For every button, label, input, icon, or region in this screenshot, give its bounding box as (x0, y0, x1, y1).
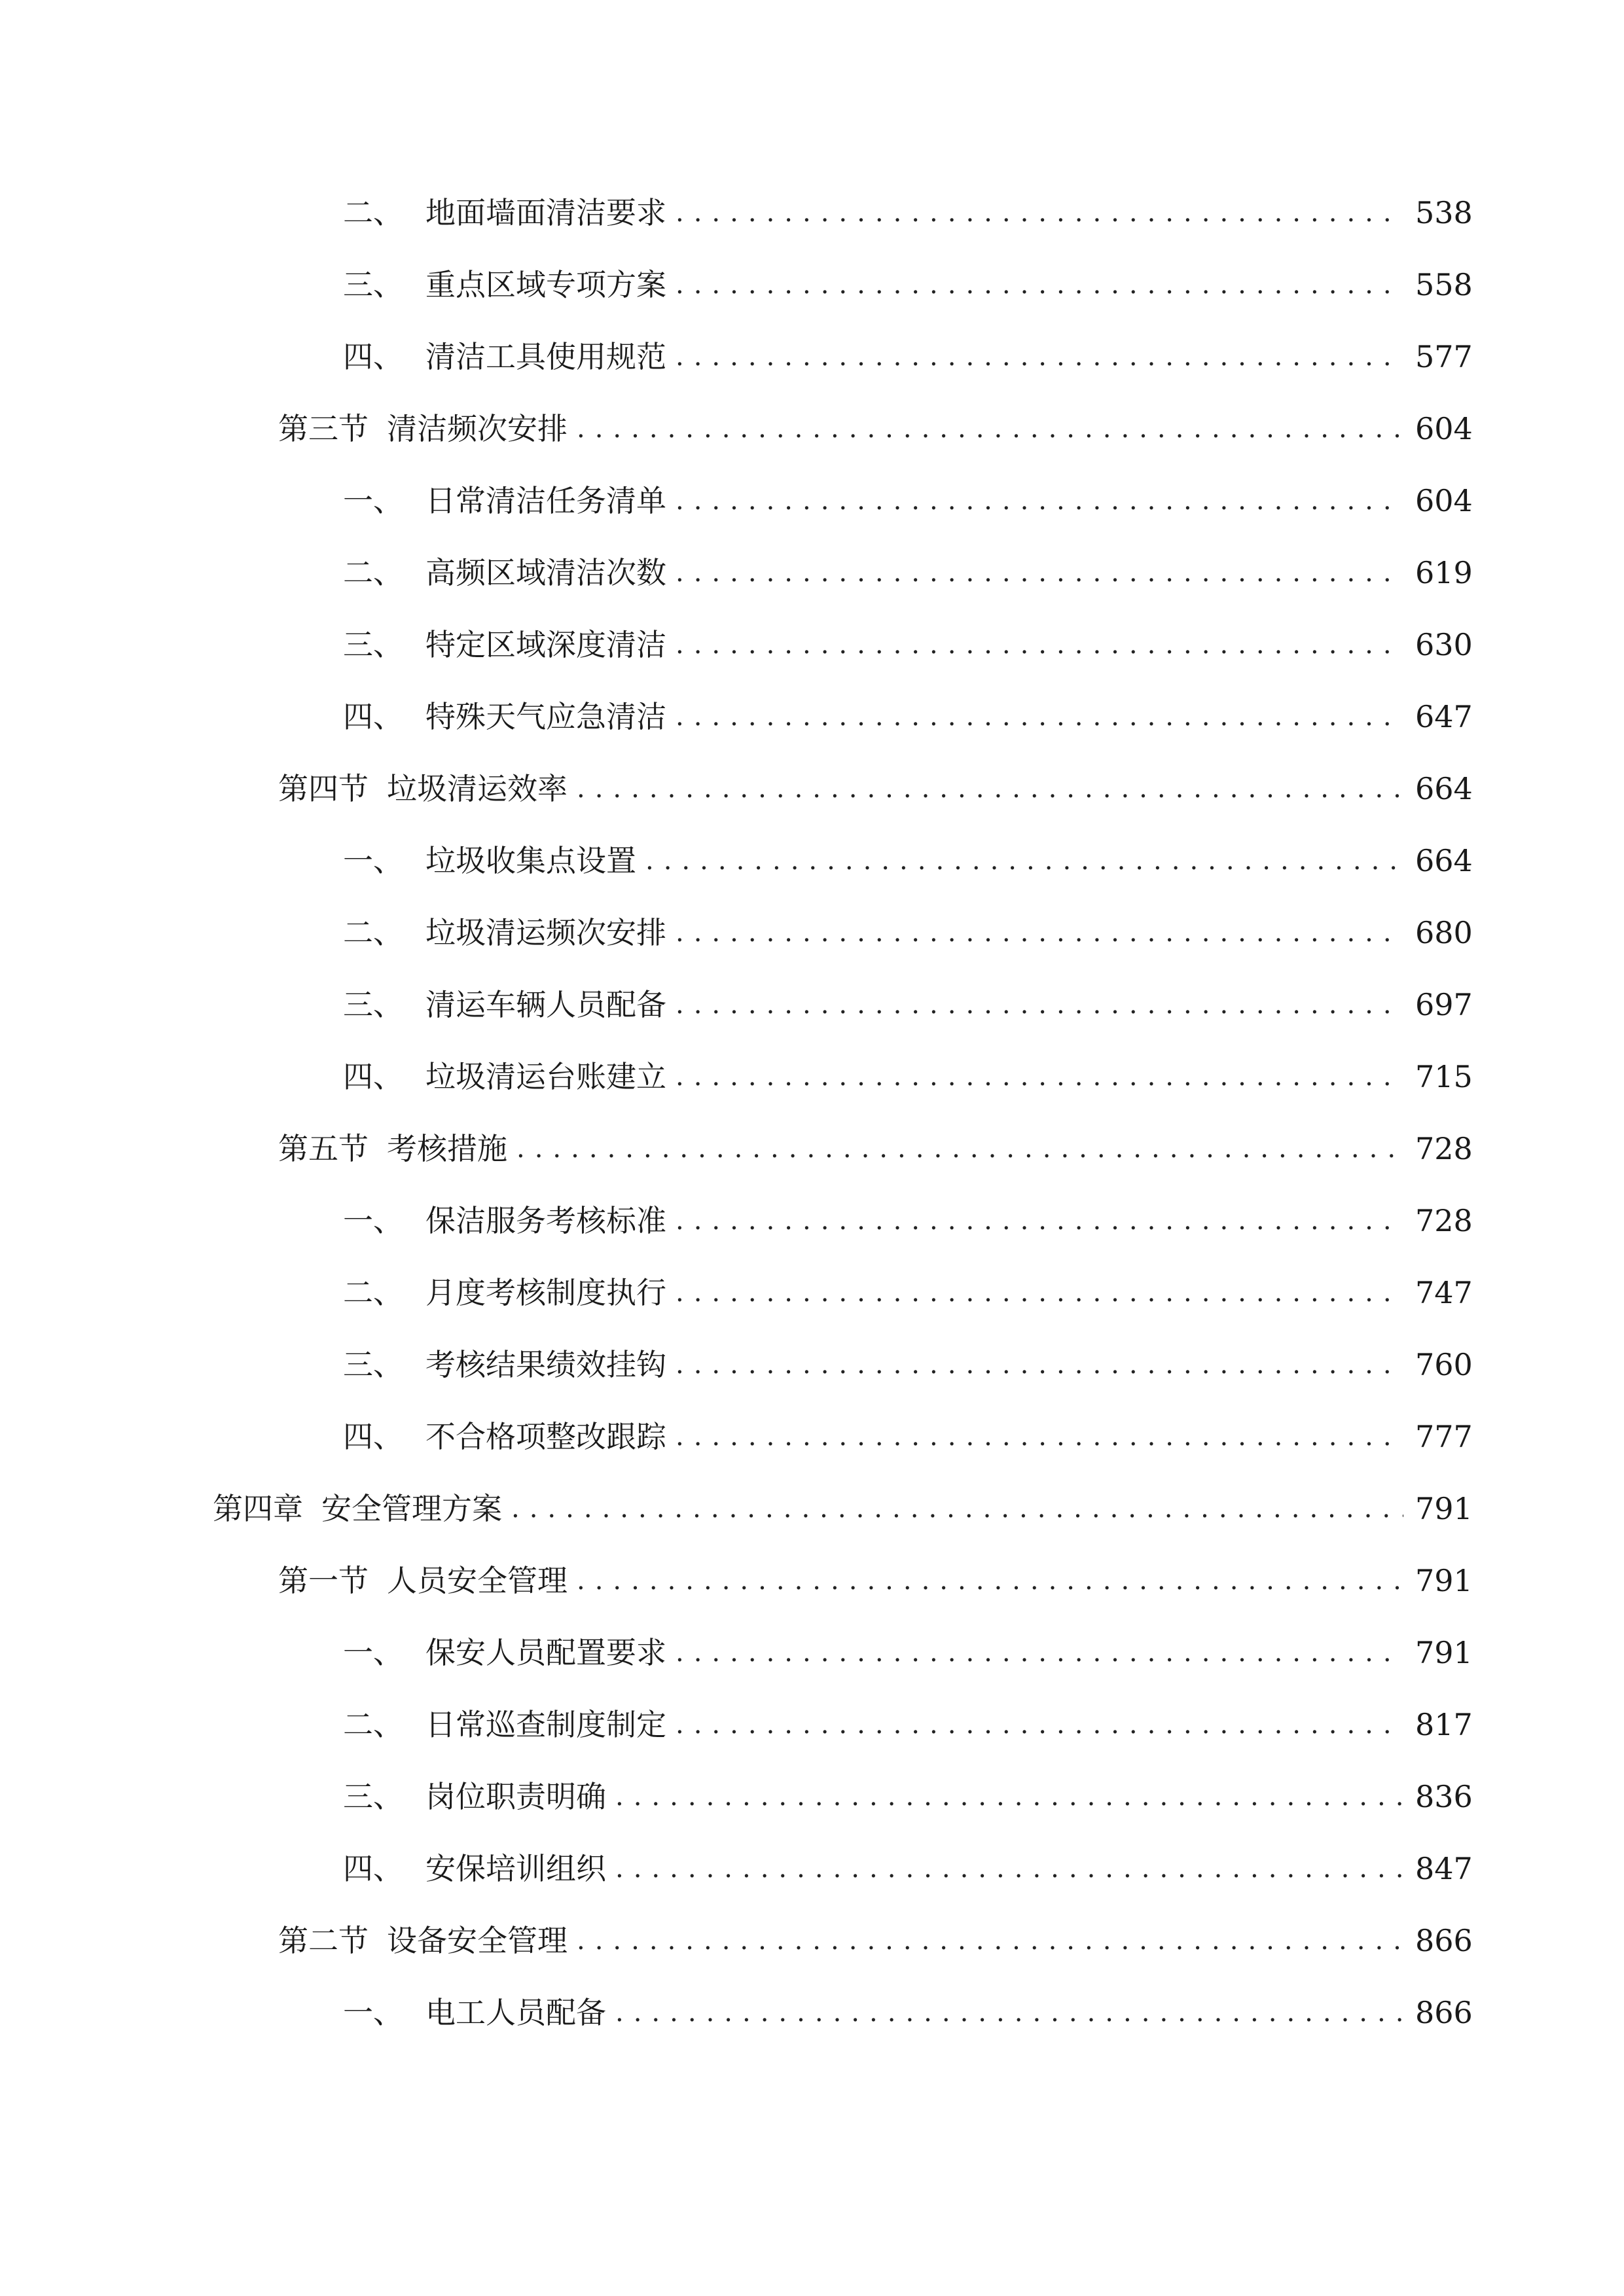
toc-entry-title: 清洁频次安排 (387, 411, 568, 446)
toc-entry-title: 日常清洁任务清单 (425, 483, 666, 518)
table-of-contents (0, 177, 1624, 2049)
toc-entry-number: 四、 (343, 699, 403, 734)
toc-dot-leader (676, 249, 1403, 321)
toc-entry[interactable] (0, 321, 1624, 393)
toc-entry-number: 第一节 (278, 1563, 369, 1598)
toc-dot-leader (676, 1329, 1403, 1401)
toc-entry-title: 重点区域专项方案 (425, 267, 666, 302)
toc-page-number: 836 (1415, 1779, 1473, 1814)
toc-dot-leader (577, 753, 1403, 825)
toc-entry-title: 高频区域清洁次数 (425, 555, 666, 590)
toc-entry-title: 设备安全管理 (387, 1923, 568, 1958)
toc-entry-title: 特定区域深度清洁 (425, 627, 666, 662)
toc-page-number: 791 (1415, 1491, 1473, 1526)
toc-dot-leader (676, 1257, 1403, 1329)
toc-entry[interactable] (0, 1257, 1624, 1329)
toc-entry[interactable] (0, 1617, 1624, 1689)
toc-page-number: 728 (1415, 1131, 1473, 1166)
toc-entry[interactable] (0, 1761, 1624, 1833)
toc-entry-number: 第五节 (278, 1131, 369, 1166)
toc-dot-leader (676, 897, 1403, 969)
toc-page-number: 604 (1415, 483, 1473, 518)
toc-page-number: 680 (1415, 915, 1473, 950)
toc-entry[interactable] (0, 1833, 1624, 1905)
toc-page-number: 728 (1415, 1203, 1473, 1238)
toc-entry-number: 四、 (343, 1851, 403, 1886)
toc-entry-number: 第四章 (213, 1491, 303, 1526)
toc-page-number: 791 (1415, 1635, 1473, 1670)
toc-entry[interactable] (0, 537, 1624, 609)
toc-entry-title: 保洁服务考核标准 (425, 1203, 666, 1238)
toc-page-number: 630 (1415, 627, 1473, 662)
toc-page-number: 664 (1415, 843, 1473, 878)
toc-entry[interactable] (0, 1401, 1624, 1473)
toc-entry[interactable] (0, 681, 1624, 753)
toc-entry[interactable] (0, 1041, 1624, 1113)
toc-entry[interactable] (0, 753, 1624, 825)
toc-dot-leader (676, 969, 1403, 1041)
toc-entry-title: 不合格项整改跟踪 (425, 1419, 666, 1454)
toc-entry[interactable] (0, 825, 1624, 897)
toc-entry-title: 特殊天气应急清洁 (425, 699, 666, 734)
toc-entry-number: 二、 (343, 1275, 403, 1310)
toc-entry-number: 二、 (343, 555, 403, 590)
toc-page-number: 558 (1415, 267, 1473, 302)
toc-entry[interactable] (0, 249, 1624, 321)
toc-entry-title: 考核措施 (387, 1131, 507, 1166)
toc-page-number: 577 (1415, 339, 1473, 374)
toc-entry-number: 一、 (343, 843, 403, 878)
toc-entry[interactable] (0, 969, 1624, 1041)
toc-entry-number: 第二节 (278, 1923, 369, 1958)
toc-page-number: 791 (1415, 1563, 1473, 1598)
toc-entry-number: 一、 (343, 483, 403, 518)
toc-entry-number: 三、 (343, 987, 403, 1022)
toc-dot-leader (676, 537, 1403, 609)
toc-entry[interactable] (0, 1977, 1624, 2049)
toc-entry[interactable] (0, 897, 1624, 969)
toc-entry-title: 岗位职责明确 (425, 1779, 606, 1814)
toc-entry-title: 垃圾清运频次安排 (425, 915, 666, 950)
toc-page-number: 604 (1415, 411, 1473, 446)
toc-entry-number: 一、 (343, 1995, 403, 2030)
toc-entry-number: 四、 (343, 1419, 403, 1454)
toc-entry-number: 二、 (343, 195, 403, 230)
toc-entry[interactable] (0, 1545, 1624, 1617)
toc-entry-title: 考核结果绩效挂钩 (425, 1347, 666, 1382)
toc-dot-leader (676, 609, 1403, 681)
toc-entry[interactable] (0, 1185, 1624, 1257)
toc-dot-leader (577, 1545, 1403, 1617)
toc-page-number: 715 (1415, 1059, 1473, 1094)
toc-entry-title: 清洁工具使用规范 (425, 339, 666, 374)
toc-page-number: 619 (1415, 555, 1473, 590)
toc-entry[interactable] (0, 393, 1624, 465)
toc-entry[interactable] (0, 609, 1624, 681)
toc-entry-title: 安全管理方案 (321, 1491, 502, 1526)
toc-dot-leader (511, 1473, 1403, 1545)
toc-entry-number: 一、 (343, 1635, 403, 1670)
toc-page-number: 777 (1415, 1419, 1473, 1454)
toc-dot-leader (645, 825, 1403, 897)
toc-entry-number: 三、 (343, 1779, 403, 1814)
toc-entry[interactable] (0, 1689, 1624, 1761)
toc-entry-number: 四、 (343, 339, 403, 374)
toc-dot-leader (615, 1833, 1403, 1905)
toc-page-number: 866 (1415, 1995, 1473, 2030)
toc-entry[interactable] (0, 1329, 1624, 1401)
toc-entry-title: 垃圾清运台账建立 (425, 1059, 666, 1094)
toc-entry-title: 保安人员配置要求 (425, 1635, 666, 1670)
toc-dot-leader (615, 1977, 1403, 2049)
toc-page-number: 697 (1415, 987, 1473, 1022)
toc-entry-title: 月度考核制度执行 (425, 1275, 666, 1310)
toc-dot-leader (676, 1689, 1403, 1761)
toc-entry[interactable] (0, 1905, 1624, 1977)
toc-dot-leader (676, 177, 1403, 249)
toc-dot-leader (577, 1905, 1403, 1977)
toc-entry-number: 二、 (343, 1707, 403, 1742)
toc-entry-number: 三、 (343, 267, 403, 302)
toc-entry-title: 安保培训组织 (425, 1851, 606, 1886)
toc-entry[interactable] (0, 177, 1624, 249)
toc-dot-leader (676, 321, 1403, 393)
toc-entry-title: 垃圾收集点设置 (425, 843, 636, 878)
toc-entry-title: 地面墙面清洁要求 (425, 195, 666, 230)
toc-entry-number: 第三节 (278, 411, 369, 446)
toc-page-number: 664 (1415, 771, 1473, 806)
toc-entry-number: 二、 (343, 915, 403, 950)
toc-entry-title: 垃圾清运效率 (387, 771, 568, 806)
toc-dot-leader (676, 1617, 1403, 1689)
toc-page-number: 538 (1415, 195, 1473, 230)
toc-entry-number: 三、 (343, 1347, 403, 1382)
toc-dot-leader (615, 1761, 1403, 1833)
toc-dot-leader (676, 1185, 1403, 1257)
toc-dot-leader (676, 1401, 1403, 1473)
toc-entry-number: 第四节 (278, 771, 369, 806)
toc-entry-title: 人员安全管理 (387, 1563, 568, 1598)
toc-entry-title: 电工人员配备 (425, 1995, 606, 2030)
toc-entry-title: 清运车辆人员配备 (425, 987, 666, 1022)
toc-entry[interactable] (0, 1113, 1624, 1185)
toc-page-number: 866 (1415, 1923, 1473, 1958)
toc-entry-number: 四、 (343, 1059, 403, 1094)
toc-dot-leader (516, 1113, 1403, 1185)
toc-page-number: 847 (1415, 1851, 1473, 1886)
toc-entry-number: 一、 (343, 1203, 403, 1238)
toc-page-number: 817 (1415, 1707, 1473, 1742)
toc-dot-leader (577, 393, 1403, 465)
toc-dot-leader (676, 1041, 1403, 1113)
toc-page-number: 747 (1415, 1275, 1473, 1310)
toc-entry[interactable] (0, 1473, 1624, 1545)
toc-dot-leader (676, 681, 1403, 753)
toc-page-number: 760 (1415, 1347, 1473, 1382)
toc-dot-leader (676, 465, 1403, 537)
toc-entry[interactable] (0, 465, 1624, 537)
toc-entry-title: 日常巡查制度制定 (425, 1707, 666, 1742)
toc-page-number: 647 (1415, 699, 1473, 734)
toc-entry-number: 三、 (343, 627, 403, 662)
